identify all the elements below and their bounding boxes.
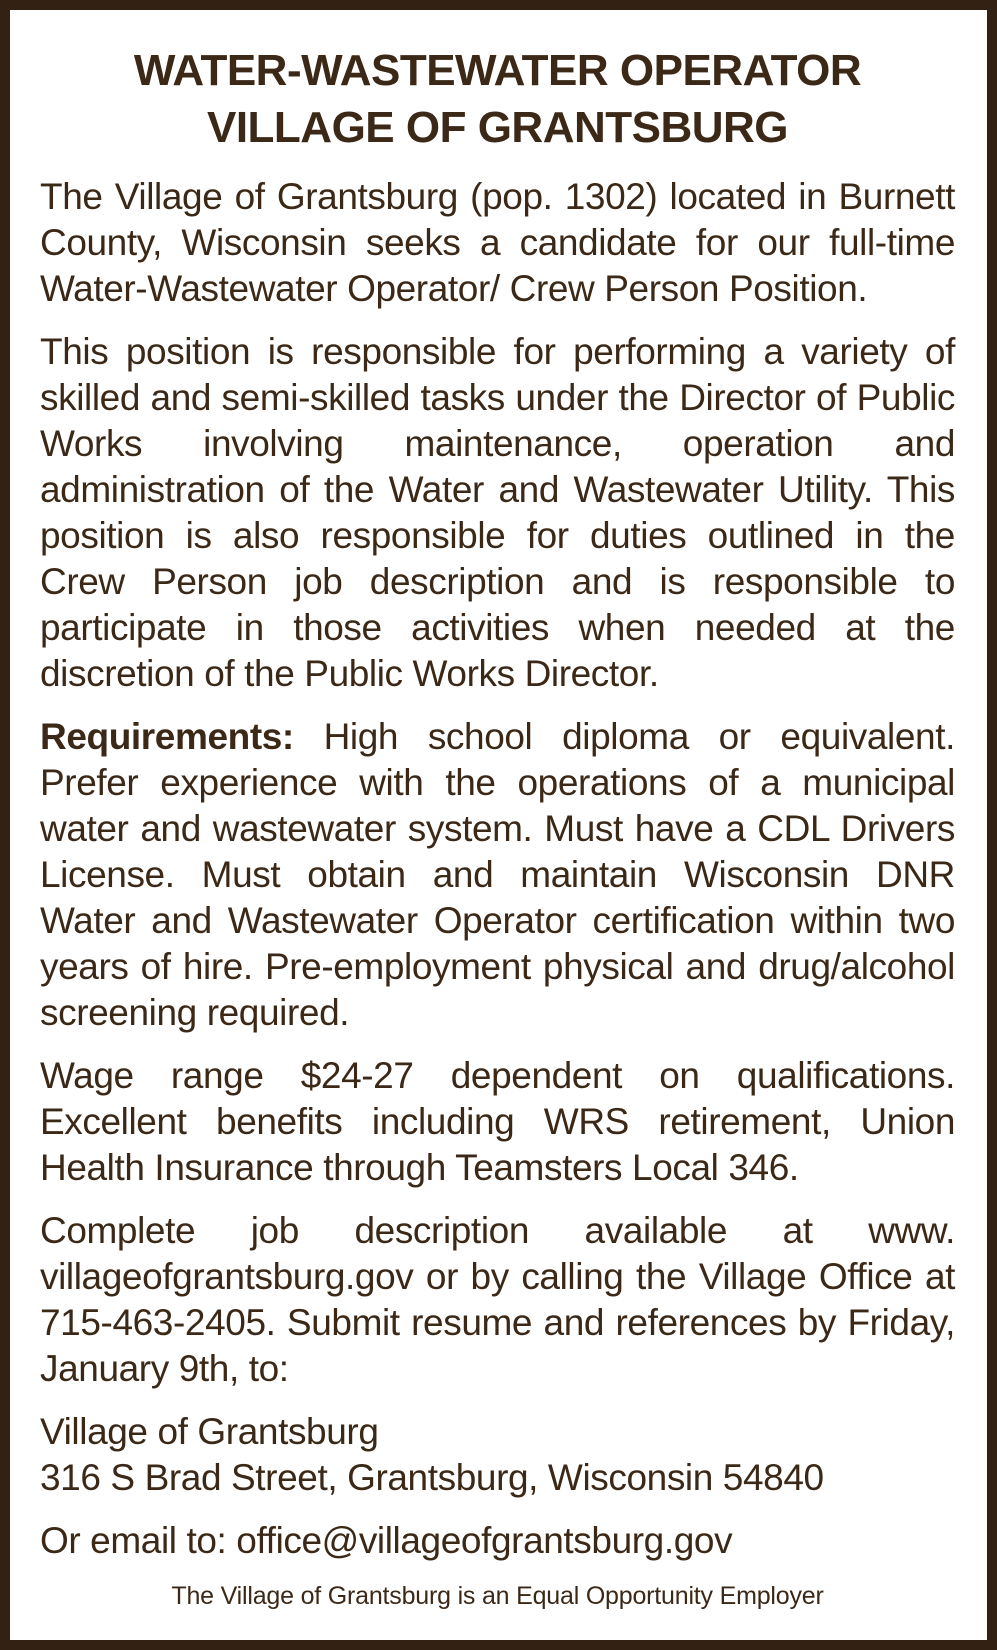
address-line1: Village of Grantsburg bbox=[40, 1411, 379, 1452]
requirements-label: Requirements: bbox=[40, 716, 294, 757]
ad-title bbox=[40, 42, 955, 156]
address-line2: 316 S Brad Street, Grantsburg, Wisconsin 54840 bbox=[40, 1457, 824, 1498]
paragraph-wage: Wage range $24-27 dependent on qualifications. Excellent benefits including WRS retirement, Union Health Insurance through Teamsters Local 346. bbox=[40, 1055, 955, 1188]
equal-opportunity-footer: The Village of Grantsburg is an Equal Opportunity Employer bbox=[171, 1582, 824, 1610]
requirements-body: High school diploma or equivalent. Prefer experience with the operations of a municipal water and wastewater system. Must have a CDL Drivers License. Must obtain and maintain Wisconsin DNR Water and Wastewater Operator certification within two years of hire. Pre-employment physical and drug/alcohol screening required. bbox=[40, 716, 955, 1033]
paragraph-email: Or email to: office@villageofgrantsburg.gov bbox=[40, 1520, 733, 1561]
paragraph-apply: Complete job description available at www. villageofgrantsburg.gov or by calling the Village Office at 715-463-2405. Submit resume and references by Friday, January 9th, to: bbox=[40, 1210, 955, 1389]
ad-title-line2: VILLAGE OF GRANTSBURG bbox=[206, 103, 789, 152]
ad-title-line1: WATER-WASTEWATER OPERATOR bbox=[133, 46, 862, 95]
paragraph-requirements bbox=[40, 714, 955, 1036]
paragraph-duties: This position is responsible for performing a variety of skilled and semi-skilled tasks under the Director of Public Works involving maintenance, operation and administration of the Water and Wastewater Utility. This position is also responsible for duties outlined in the Crew Person job description and is responsible to participate in those activities when needed at the discretion of the Public Works Director. bbox=[40, 331, 955, 694]
paragraph-intro: The Village of Grantsburg (pop. 1302) located in Burnett County, Wisconsin seeks a candidate for our full-time Water-Wastewater Operator/ Crew Person Position. bbox=[40, 176, 955, 309]
paragraph-address bbox=[40, 1409, 955, 1501]
